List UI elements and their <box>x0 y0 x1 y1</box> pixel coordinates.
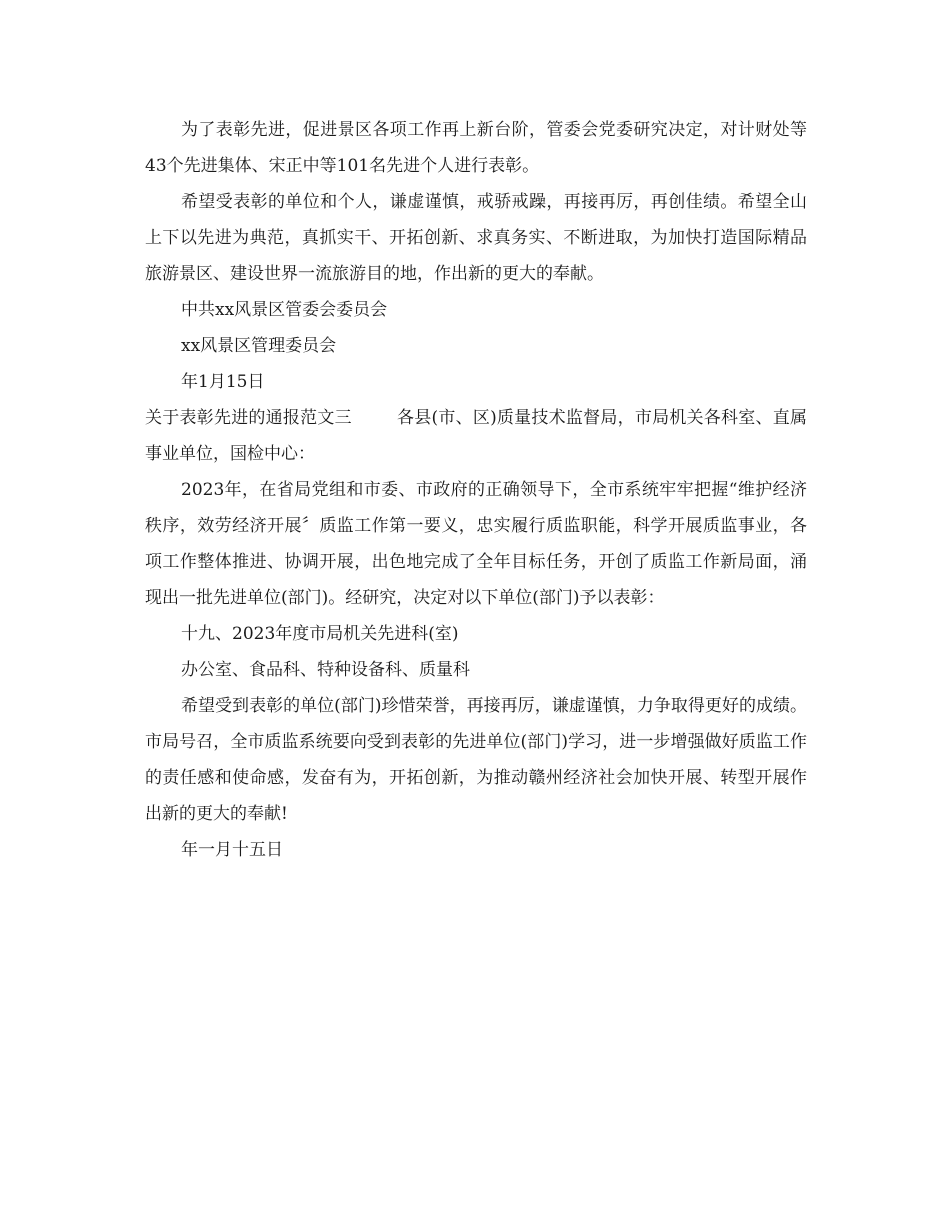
date-line-2: 年一月十五日 <box>181 840 283 860</box>
signature-management-committee: xx风景区管理委员会 <box>181 336 337 356</box>
date-line-1: 年1月15日 <box>181 372 265 392</box>
paragraph-commendation-hopes: 希望受表彰的单位和个人，谦虚谨慎，戒骄戒躁，再接再厉，再创佳绩。希望全山上下以先进为典范，真抓实干、开拓创新、求真务实、不断进取，为加快打造国际精品旅游景区、建设世界一流旅游目的地，作出新的更大的奉献。 <box>145 192 807 284</box>
document-page <box>145 112 807 868</box>
list-advanced-offices: 办公室、食品科、特种设备科、质量科 <box>181 660 470 680</box>
paragraph-2023-summary: 2023年，在省局党组和市委、市政府的正确领导下，全市系统牢牢把握“维护经济秩序，效劳经济开展〞质监工作第一要义，忠实履行质监职能，科学开展质监事业，各项工作整体推进、协调开展，出色地完成了全年目标任务，开创了质监工作新局面，涌现出一批先进单位(部门)。经研究，决定对以下单位(部门)予以表彰： <box>145 480 807 608</box>
section-heading-advanced-offices: 十九、2023年度市局机关先进科(室) <box>181 624 459 644</box>
signature-party-committee: 中共xx风景区管委会委员会 <box>181 300 388 320</box>
notice-three-heading-salutation: 关于表彰先进的通报范文三 各县(市、区)质量技术监督局，市局机关各科室、直属事业单位，国检中心： <box>145 408 807 464</box>
paragraph-commendation-decision: 为了表彰先进，促进景区各项工作再上新台阶，管委会党委研究决定，对计财处等43个先进集体、宋正中等101名先进个人进行表彰。 <box>145 120 807 176</box>
paragraph-call-to-action: 希望受到表彰的单位(部门)珍惜荣誉，再接再厉，谦虚谨慎，力争取得更好的成绩。市局号召，全市质监系统要向受到表彰的先进单位(部门)学习，进一步增强做好质监工作的责任感和使命感，发奋有为，开拓创新，为推动赣州经济社会加快开展、转型开展作出新的更大的奉献! <box>145 696 807 824</box>
